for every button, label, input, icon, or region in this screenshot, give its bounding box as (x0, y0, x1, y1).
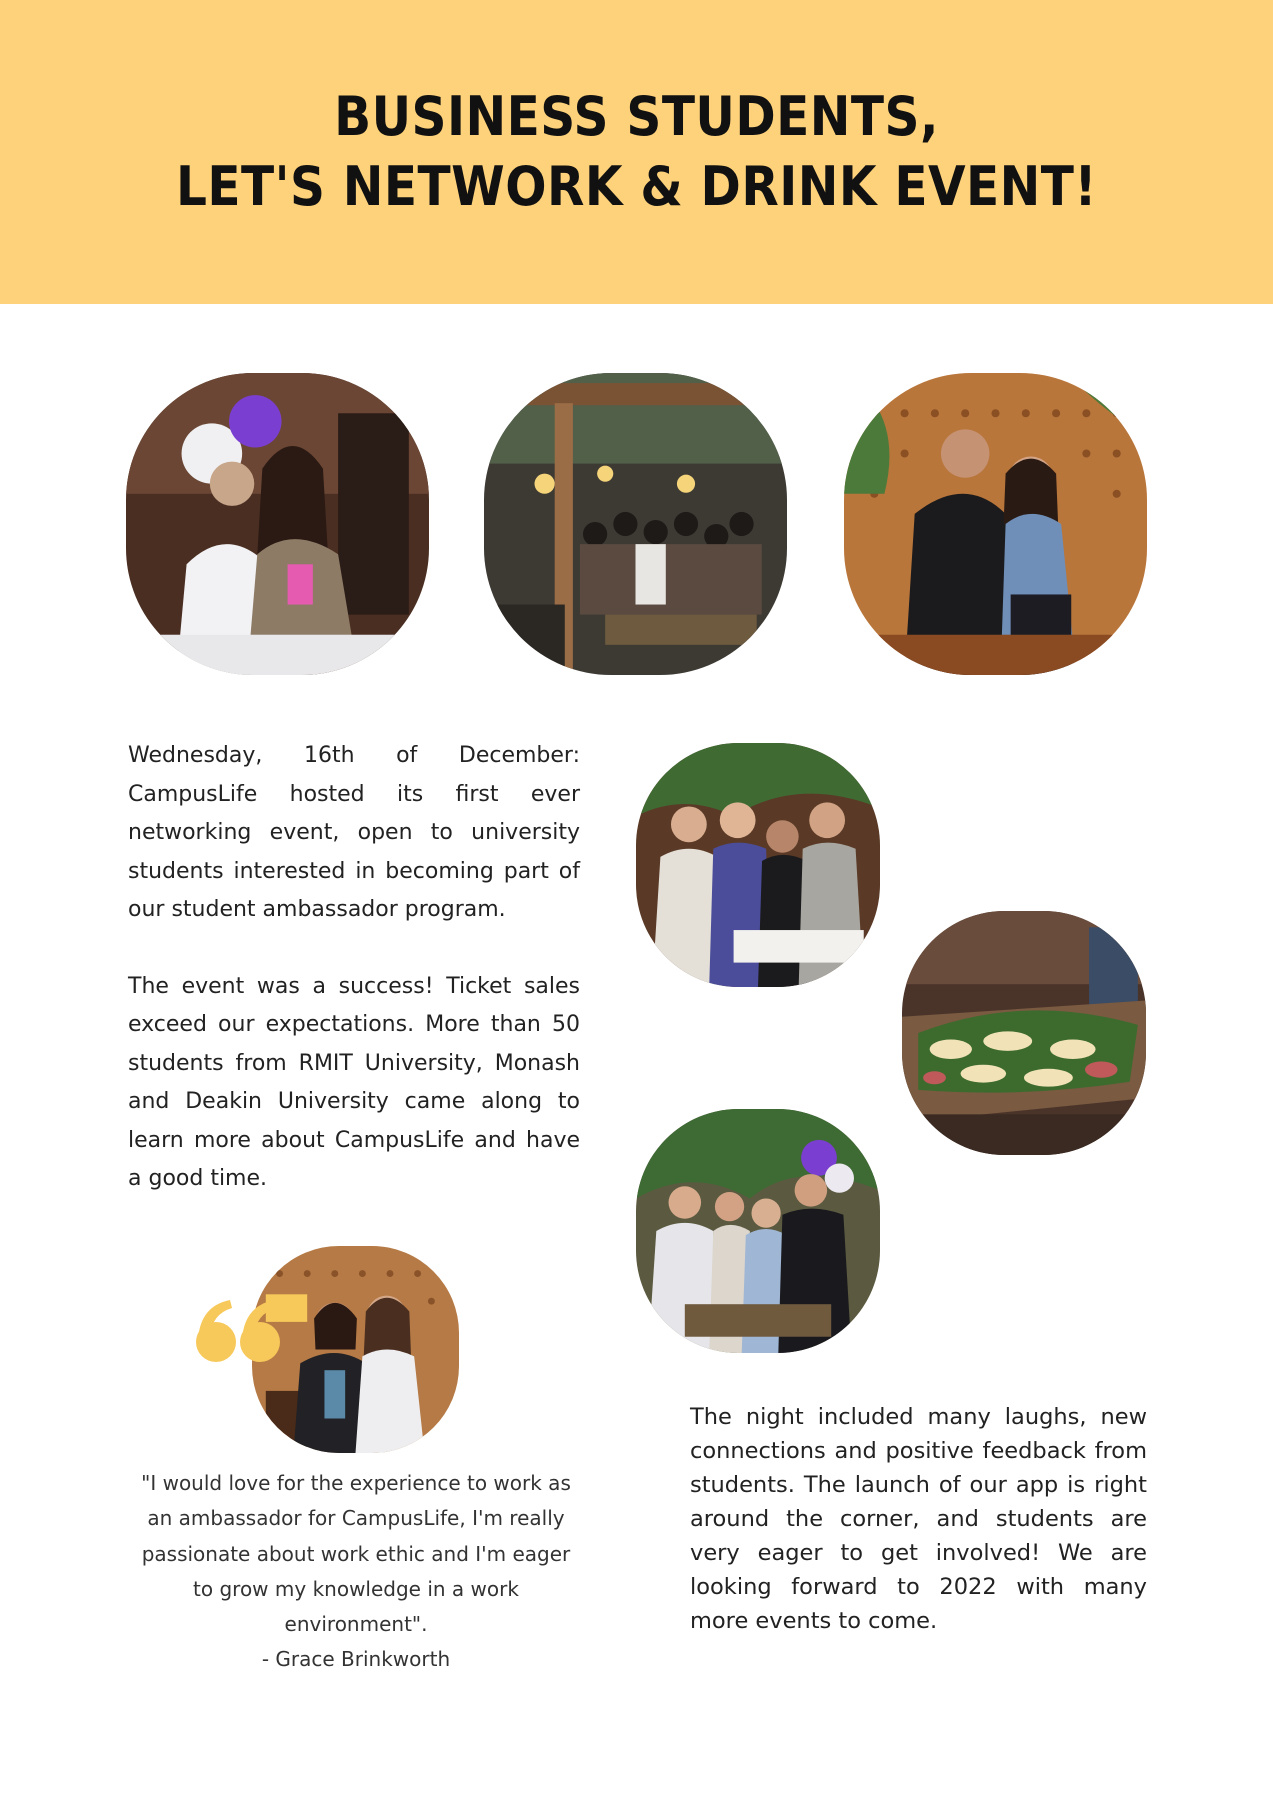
title-line-1: BUSINESS STUDENTS, (334, 85, 939, 148)
closing-paragraph: The night included many laughs, new connections and positive feedback from students. The launch of our app is right around the corner, and students are very eager to get involved! We are looking forward to 2022 with many more events to come. (690, 1404, 1147, 1634)
title-line-2: LET'S NETWORK & DRINK EVENT! (175, 155, 1098, 218)
photo-icon (844, 373, 1147, 675)
closing-text (690, 1400, 1147, 1638)
photo-four-students-group (636, 1109, 880, 1353)
photo-speakers-microphone (844, 373, 1147, 675)
intro-text (128, 737, 580, 1199)
photo-icon (126, 373, 429, 675)
photo-icon (484, 373, 787, 675)
photo-food-platter-table (902, 911, 1146, 1155)
photo-crowd-venue (484, 373, 787, 675)
photo-two-women-balloons (126, 373, 429, 675)
testimonial-quote (134, 1466, 578, 1678)
page-title (64, 82, 1210, 222)
photo-icon (636, 743, 880, 987)
quote-text: "I would love for the experience to work as an ambassador for CampusLife, I'm really passionate about work ethic and I'm eager to grow my knowledge in a work environment". (141, 1471, 571, 1637)
quote-mark-icon (192, 1296, 284, 1366)
photo-four-men-group (636, 743, 880, 987)
intro-paragraph-1: Wednesday, 16th of December: CampusLife hosted its first ever networking event, open to university students interested in becoming part of our student ambassador program. (128, 743, 580, 922)
photo-icon (636, 1109, 880, 1353)
quote-author: - Grace Brinkworth (261, 1647, 451, 1672)
photo-icon (902, 911, 1146, 1155)
intro-paragraph-2: The event was a success! Ticket sales exceed our expectations. More than 50 students from RMIT University, Monash and Deakin University came along to learn more about CampusLife and have a good time. (128, 973, 580, 1191)
